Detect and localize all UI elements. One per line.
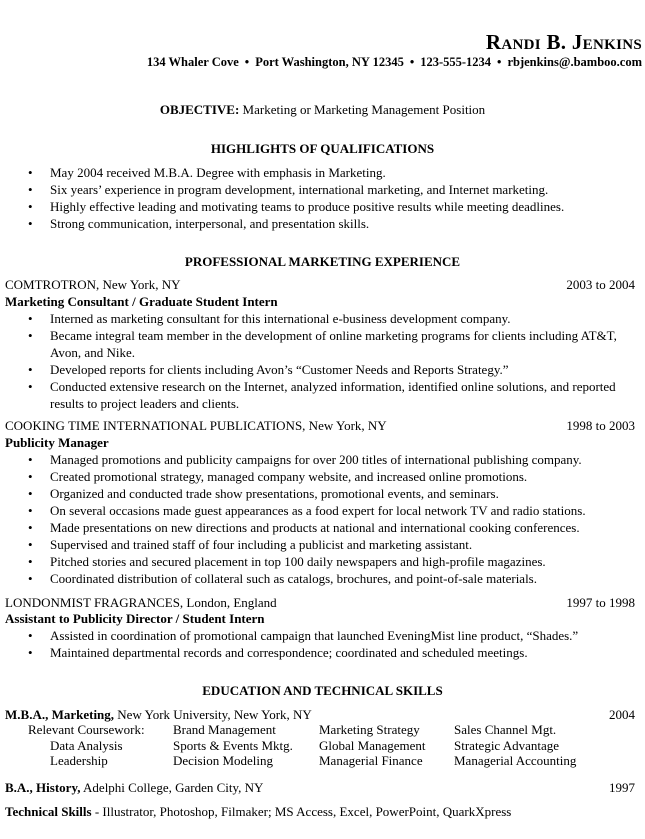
coursework-col-2	[173, 722, 293, 769]
ba-row	[5, 779, 635, 796]
job-role: Assistant to Publicity Director / Student Intern	[5, 611, 265, 626]
list-item: • Developed reports for clients including Avon’s “Customer Needs and Reports Strategy.”	[0, 361, 640, 378]
coursework-col-4	[454, 722, 576, 769]
list-item: • Highly effective leading and motivating teams to produce positive results while meeting deadlines.	[0, 198, 640, 215]
job-role: Publicity Manager	[5, 435, 109, 450]
contact-line	[147, 55, 642, 70]
list-item: • Organized and conducted trade show presentations, promotional events, and seminars.	[0, 485, 640, 502]
course: Leadership	[50, 753, 108, 768]
course: Sales Channel Mgt.	[454, 722, 557, 737]
course: Brand Management	[173, 722, 276, 737]
list-item: • Supervised and trained staff of four including a publicist and marketing assistant.	[0, 536, 640, 553]
course: Marketing Strategy	[319, 722, 420, 737]
coursework-col-3	[319, 722, 426, 769]
ba-degree: B.A., History,	[5, 780, 81, 795]
job-dates: 1997 to 1998	[566, 595, 635, 610]
list-item: • Made presentations on new directions and products at national and international cooking conferences.	[0, 519, 640, 536]
course: Data Analysis	[50, 737, 123, 753]
education-title: EDUCATION AND TECHNICAL SKILLS	[202, 683, 443, 698]
job-header	[5, 276, 635, 293]
list-item: • Interned as marketing consultant for this international e-business development company.	[0, 310, 640, 327]
ba-year: 1997	[609, 780, 635, 795]
course: Managerial Accounting	[454, 753, 577, 768]
separator-dot: •	[409, 55, 415, 69]
ba-school: Adelphi College, Garden City, NY	[83, 780, 264, 795]
course: Sports & Events Mktg.	[173, 737, 293, 753]
highlights-title: HIGHLIGHTS OF QUALIFICATIONS	[210, 141, 435, 156]
list-item: • Managed promotions and publicity campaigns for over 200 titles of international publishing company.	[0, 451, 640, 468]
experience-title: PROFESSIONAL MARKETING EXPERIENCE	[184, 254, 461, 269]
coursework-label: Relevant Coursework:	[28, 722, 145, 737]
mba-year: 2004	[609, 707, 635, 722]
separator-dot: •	[497, 55, 502, 69]
job-dates: 1998 to 2003	[566, 418, 635, 433]
company: COOKING TIME INTERNATIONAL PUBLICATIONS, New York, NY	[5, 418, 387, 433]
mba-degree: M.B.A., Marketing,	[5, 707, 115, 722]
address: 134 Whaler Cove	[146, 55, 239, 69]
list-item: • Coordinated distribution of collateral such as catalogs, brochures, and point-of-sale materials.	[0, 570, 640, 587]
city: Port Washington, NY 12345	[255, 55, 404, 69]
mba-row	[5, 706, 635, 723]
job-duties	[0, 627, 640, 661]
job-dates: 2003 to 2004	[566, 277, 635, 292]
company: COMTROTRON, New York, NY	[5, 277, 181, 292]
technical-skills	[5, 804, 511, 820]
applicant-name: Randi B. Jenkins	[485, 30, 642, 54]
objective-label: OBJECTIVE:	[159, 102, 240, 117]
job-header	[5, 594, 635, 611]
list-item: • Created promotional strategy, managed company website, and increased online promotions.	[0, 468, 640, 485]
separator-dot: •	[244, 55, 250, 69]
phone: 123-555-1234	[420, 55, 492, 69]
coursework-col-1	[50, 738, 123, 769]
list-item: • May 2004 received M.B.A. Degree with emphasis in Marketing.	[0, 164, 640, 181]
list-item: • On several occasions made guest appearances as a food expert for local network TV and radio stations.	[0, 502, 640, 519]
course: Decision Modeling	[173, 753, 274, 768]
list-item: • Assisted in coordination of promotional campaign that launched EveningMist line product, “Shades.”	[0, 627, 640, 644]
job-duties	[0, 451, 640, 587]
list-item: • Maintained departmental records and correspondence; coordinated and scheduled meetings.	[0, 644, 640, 661]
list-item: • Conducted extensive research on the Internet, analyzed information, identified online solutions, and reported results to project leaders and clients.	[0, 378, 640, 412]
job-duties	[0, 310, 640, 412]
list-item: • Became integral team member in the development of online marketing programs for clients including AT&T, Avon, and Nike.	[0, 327, 640, 361]
objective	[0, 102, 645, 118]
course: Managerial Finance	[319, 753, 423, 768]
technical-skills-text: - Illustrator, Photoshop, Filmaker; MS Access, Excel, PowerPoint, QuarkXpress	[91, 804, 512, 819]
course: Global Management	[319, 737, 426, 753]
highlights-list	[0, 164, 640, 232]
list-item: • Pitched stories and secured placement in top 100 daily newspapers and high-profile magazines.	[0, 553, 640, 570]
list-item: • Six years’ experience in program development, international marketing, and Internet marketing.	[0, 181, 640, 198]
job-header	[5, 417, 635, 434]
course: Strategic Advantage	[454, 737, 560, 753]
list-item: • Strong communication, interpersonal, and presentation skills.	[0, 215, 640, 232]
objective-text: Marketing or Marketing Management Position	[242, 102, 486, 117]
company: LONDONMIST FRAGRANCES, London, England	[5, 595, 277, 610]
email: rbjenkins@.bamboo.com	[507, 55, 642, 69]
technical-skills-label: Technical Skills	[5, 804, 92, 819]
job-role: Marketing Consultant / Graduate Student Intern	[5, 294, 278, 309]
mba-school: New York University, New York, NY	[117, 707, 312, 722]
